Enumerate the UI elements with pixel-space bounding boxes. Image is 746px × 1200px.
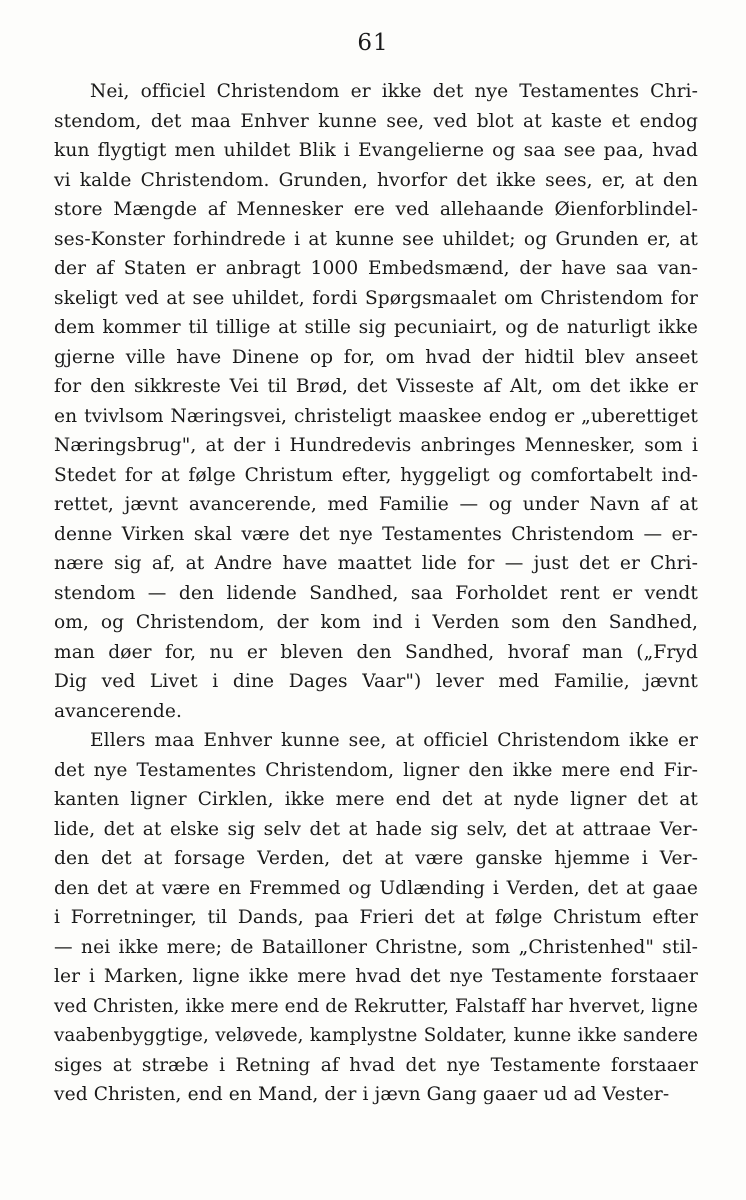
- text-line: gjerne ville have Dinene op for, om hvad der hidtil blev anseet: [54, 346, 698, 368]
- text-line: en tvivlsom Næringsvei, christeligt maaskee endog er „uberettiget: [54, 405, 698, 427]
- text-line: ler i Marken, ligne ikke mere hvad det nye Testamente forstaaer: [54, 966, 698, 987]
- text-line: man døer for, nu er bleven den Sandhed, hvoraf man („Fryd: [54, 641, 698, 663]
- text-line: vi kalde Christendom. Grunden, hvorfor det ikke sees, er, at den: [54, 169, 698, 191]
- text-line: vaabenbyggtige, veløvede, kamplystne Soldater, kunne ikke sandere: [54, 1025, 698, 1046]
- text-line: om, og Christendom, der kom ind i Verden som den Sandhed,: [54, 612, 698, 633]
- text-line: lide, det at elske sig selv det at hade sig selv, det at attraae Ver-: [54, 818, 698, 840]
- text-line: nære sig af, at Andre have maattet lide for — just det er Chri-: [54, 553, 698, 574]
- text-line: Ellers maa Enhver kunne see, at officiel Christendom ikke er: [90, 730, 698, 751]
- text-line: for den sikkreste Vei til Brød, det Visseste af Alt, om det ikke er: [54, 376, 698, 397]
- text-line: siges at stræbe i Retning af hvad det nye Testamente forstaaer: [54, 1054, 698, 1076]
- text-line: i Forretninger, til Dands, paa Frieri det at følge Christum efter: [54, 907, 698, 928]
- text-line: ved Christen, ikke mere end de Rekrutter, Falstaff har hvervet, ligne: [54, 995, 698, 1017]
- text-line: rettet, jævnt avancerende, med Familie — og under Navn af at: [54, 494, 698, 515]
- text-line: Stedet for at følge Christum efter, hyggeligt og comfortabelt ind-: [54, 464, 698, 486]
- text-line: — nei ikke mere; de Batailloner Christne, som „Christenhed" stil-: [54, 936, 698, 958]
- text-line: ses-Konster forhindrede i at kunne see uhildet; og Grunden er, at: [54, 228, 698, 250]
- text-line: Nei, officiel Christendom er ikke det nye Testamentes Chri-: [90, 81, 698, 102]
- text-line: stendom — den lidende Sandhed, saa Forholdet rent er vendt: [54, 582, 698, 604]
- text-line: det nye Testamentes Christendom, ligner den ikke mere end Fir-: [54, 759, 698, 781]
- text-line: Næringsbrug", at der i Hundredevis anbringes Mennesker, som i: [54, 435, 698, 456]
- text-line: denne Virken skal være det nye Testamentes Christendom — er-: [54, 523, 698, 545]
- text-line: der af Staten er anbragt 1000 Embedsmænd, der have saa van-: [54, 258, 698, 279]
- text-line: kun flygtigt men uhildet Blik i Evangelierne og saa see paa, hvad: [54, 140, 698, 161]
- text-line: stendom, det maa Enhver kunne see, ved blot at kaste et endog: [54, 110, 698, 132]
- page-number: 61: [357, 30, 389, 56]
- body-text: [54, 77, 698, 1110]
- text-line: den det at være en Fremmed og Udlænding i Verden, det at gaae: [54, 877, 698, 899]
- text-line: dem kommer til tillige at stille sig pecuniairt, og de naturligt ikke: [54, 317, 698, 338]
- text-line: store Mængde af Mennesker ere ved allehaande Øienforblindel-: [54, 199, 698, 220]
- text-line: den det at forsage Verden, det at være ganske hjemme i Ver-: [54, 848, 698, 869]
- text-line: skeligt ved at see uhildet, fordi Spørgsmaalet om Christendom for: [54, 287, 698, 309]
- text-line: Dig ved Livet i dine Dages Vaar") lever med Familie, jævnt: [54, 671, 698, 692]
- text-line: kanten ligner Cirklen, ikke mere end det at nyde ligner det at: [54, 789, 698, 810]
- text-line: avancerende.: [54, 700, 182, 722]
- text-line: ved Christen, end en Mand, der i jævn Gang gaaer ud ad Vester-: [54, 1084, 670, 1105]
